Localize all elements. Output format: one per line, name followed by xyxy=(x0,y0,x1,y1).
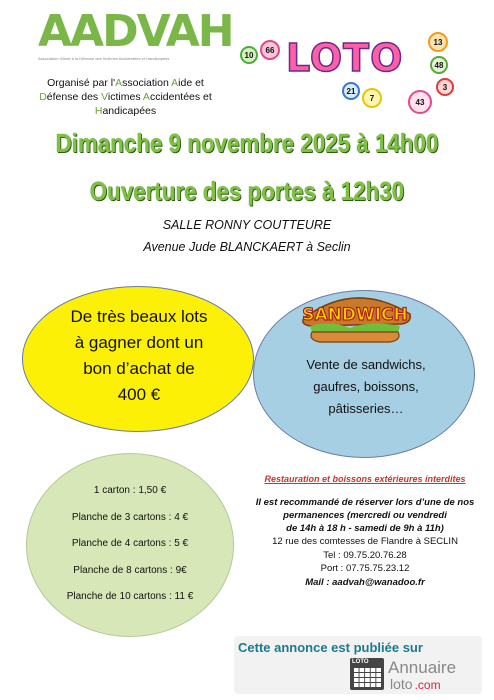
bingo-ball: 7 xyxy=(362,88,382,108)
banner-text: Cette annonce est publiée sur xyxy=(238,640,423,655)
brand-loto: loto .com xyxy=(390,676,441,692)
venue-address: Avenue Jude BLANCKAERT à Seclin xyxy=(143,240,351,254)
phone-number: Tel : 09.75.20.76.28 xyxy=(323,549,407,561)
street-address: 12 rue des comtesses de Flandre à SECLIN xyxy=(272,536,458,547)
logo-subtitle: Association d'Aide à la Défense des Victimes Accidentées et Handicapées xyxy=(38,56,170,61)
email-address: Mail : aadvah@wanadoo.fr xyxy=(305,576,425,588)
loto-graphic xyxy=(232,18,472,118)
price-row: Planche de 8 cartons : 9€ xyxy=(73,564,187,576)
venue-name: SALLE RONNY COUTTEURE xyxy=(162,218,332,232)
loto-title: LOTO xyxy=(286,36,404,80)
price-row: Planche de 4 cartons : 5 € xyxy=(71,538,189,549)
bingo-ball: 13 xyxy=(428,32,448,52)
aadvah-logo xyxy=(38,6,233,70)
bingo-ball: 66 xyxy=(260,40,280,60)
sandwich-icon xyxy=(290,284,420,344)
publication-banner[interactable] xyxy=(234,636,482,694)
price-list xyxy=(40,478,220,611)
logo-wordmark: AADVAH xyxy=(38,6,233,57)
bingo-ball: 10 xyxy=(240,46,258,64)
event-date: Dimanche 9 novembre 2025 à 14h00 xyxy=(55,128,439,158)
price-row: Planche de 10 cartons : 11 € xyxy=(66,591,194,602)
reservation-line: Il est recommandé de réserver lors d’une de nos xyxy=(255,497,475,508)
warning-text: Restauration et boissons extérieures interdites xyxy=(264,474,466,484)
reservation-line: permanences (mercredi ou vendredi xyxy=(283,510,447,521)
bingo-ball: 43 xyxy=(408,90,432,114)
bingo-ball: 21 xyxy=(342,82,360,100)
prizes-text: De très beaux lots à gagner dont un bon d’achat de 400 € xyxy=(70,307,208,404)
brand-annuaire: Annuaire xyxy=(388,658,457,677)
info-block xyxy=(240,474,490,589)
doors-opening: Ouverture des portes à 12h30 xyxy=(89,176,405,206)
mobile-number: Port : 07.75.75.23.12 xyxy=(320,563,410,574)
sandwich-badge: SANDWICH xyxy=(302,305,408,325)
reservation-line: de 14h à 18 h - samedi de 9h à 11h) xyxy=(286,523,444,534)
organizer-text: Organisé par l'Association Aide et Défense des Victimes Accidentées et Handicapées xyxy=(39,77,212,117)
bingo-ball: 3 xyxy=(436,78,454,96)
loto-card-icon: LOTO xyxy=(350,658,384,690)
price-row: Planche de 3 cartons : 4 € xyxy=(71,511,189,523)
food-text: Vente de sandwichs, gaufres, boissons, pâtisseries… xyxy=(306,357,426,416)
bingo-ball: 48 xyxy=(430,56,448,74)
price-row: 1 carton : 1,50 € xyxy=(93,485,167,496)
